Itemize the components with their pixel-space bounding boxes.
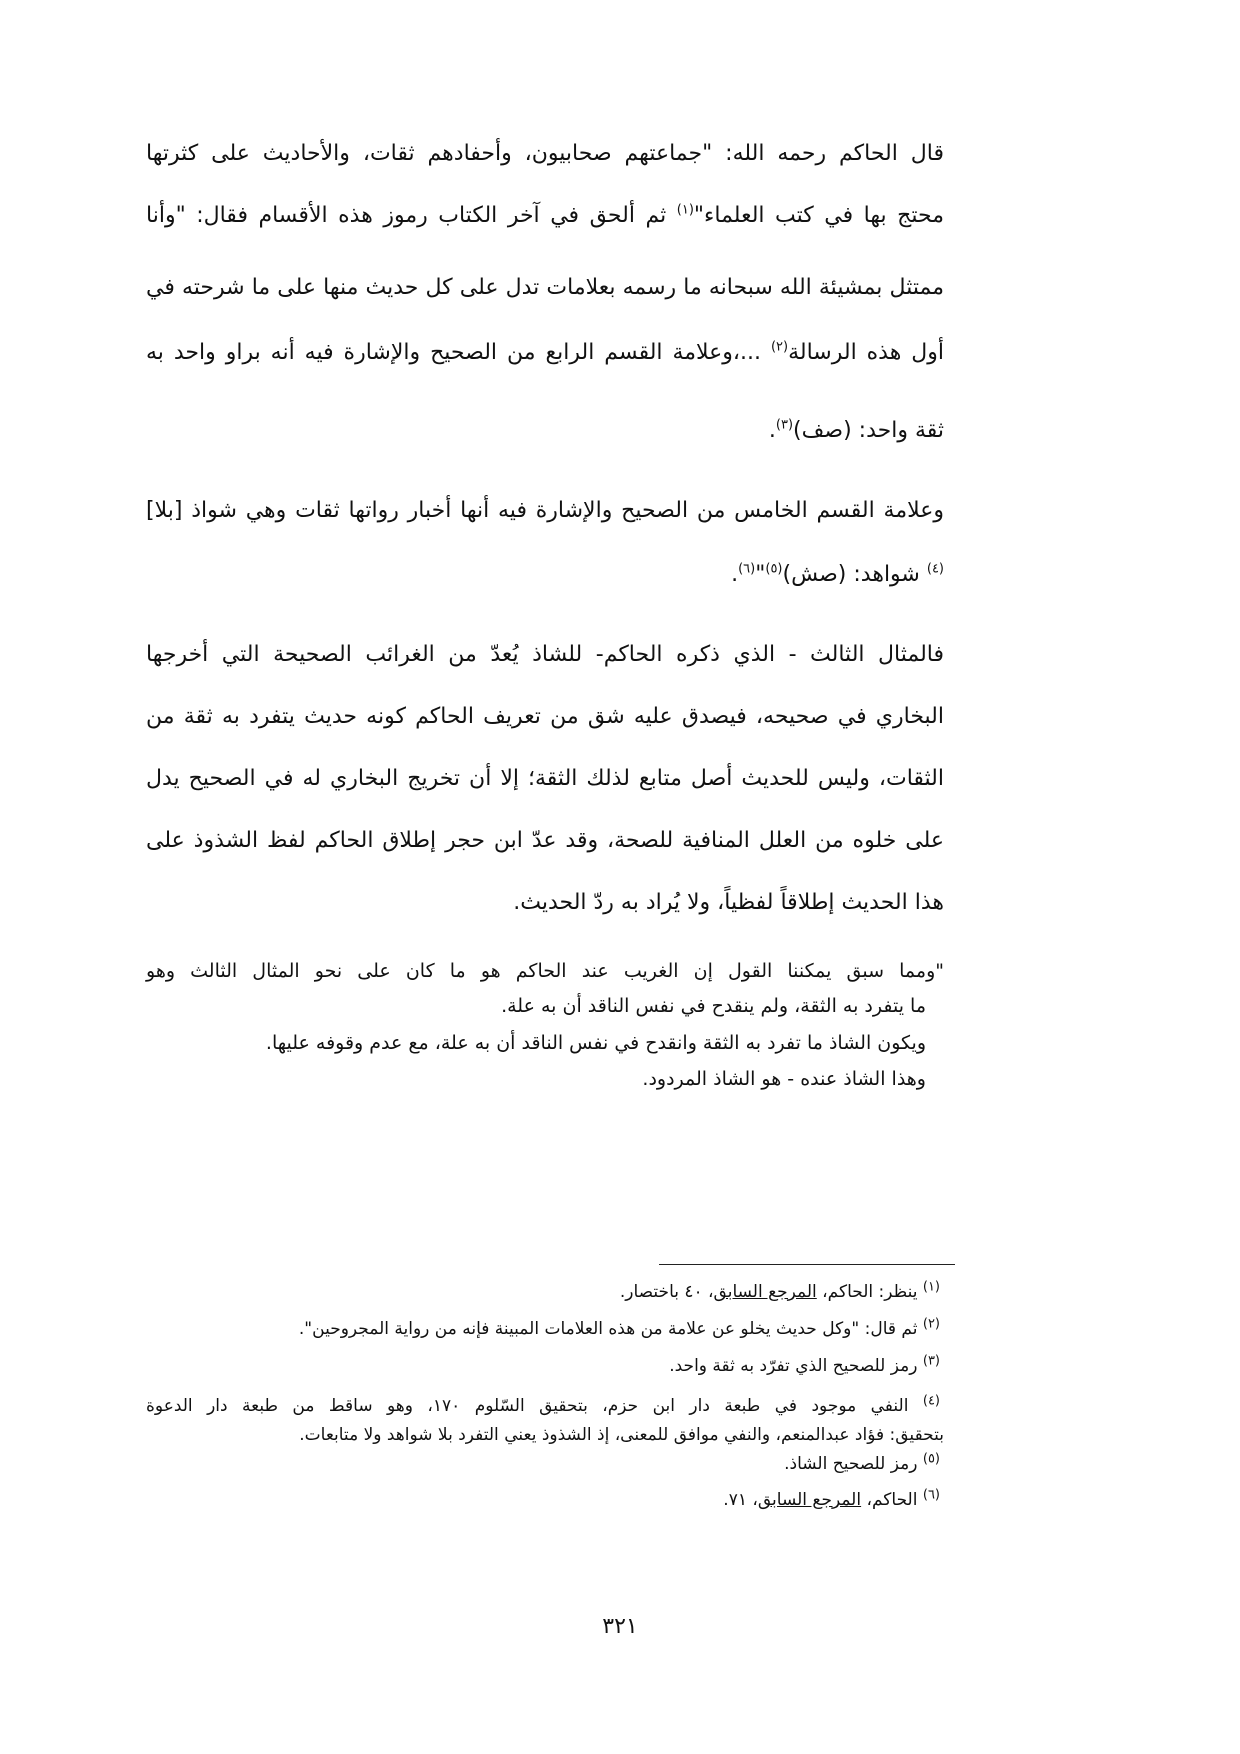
footnote-1-pages: ، ٤٠ باختصار. bbox=[619, 1282, 714, 1302]
footnote-4-number: (٤) bbox=[922, 1393, 940, 1409]
quote-line2: ما يتفرد به الثقة، ولم ينقدح في نفس الناقد أن به علة. bbox=[501, 995, 926, 1017]
footnote-ref-3[interactable]: (٣) bbox=[775, 417, 794, 433]
paragraph1-line4 bbox=[146, 338, 944, 368]
page-number: ٣٢١ bbox=[602, 1614, 638, 1639]
footnote-1-number: (١) bbox=[922, 1279, 940, 1295]
footnote-3 bbox=[146, 1354, 940, 1378]
footnote-6-text: الحاكم، bbox=[861, 1490, 923, 1510]
footnote-2-text: ثم قال: "وكل حديث يخلو عن علامة من هذه العلامات المبينة فإنه من رواية المجروحين". bbox=[298, 1319, 923, 1339]
footnote-2 bbox=[146, 1317, 940, 1341]
footnote-ref-1[interactable]: (١) bbox=[676, 202, 694, 218]
footnote-4-line1 bbox=[146, 1394, 940, 1418]
paragraph3-line2: البخاري في صحيحه، فيصدق عليه شق من تعريف الحاكم كونه حديث يتفرد به ثقة من bbox=[146, 704, 944, 729]
paragraph1-line5-end: . bbox=[768, 418, 776, 443]
paragraph1-line5 bbox=[146, 416, 944, 446]
paragraph2-line1: وعلامة القسم الخامس من الصحيح والإشارة فيه أنها أخبار رواتها ثقات وهي شواذ [بلا] bbox=[146, 498, 944, 523]
footnote-1-text: ينظر: الحاكم، bbox=[816, 1282, 923, 1302]
quote-line3: ويكون الشاذ ما تفرد به الثقة وانقدح في نفس الناقد أن به علة، مع عدم وقوفه عليها. bbox=[265, 1032, 926, 1054]
paragraph1-line3: ممتثل بمشيئة الله سبحانه ما رسمه بعلامات تدل على كل حديث منها على ما شرحته في bbox=[146, 275, 944, 300]
footnote-3-text: رمز للصحيح الذي تفرّد به ثقة واحد. bbox=[669, 1356, 923, 1376]
footnote-1-reference-link[interactable]: المرجع السابق bbox=[713, 1282, 817, 1302]
paragraph1-line4-text: أول هذه الرسالة bbox=[788, 340, 944, 365]
footnote-6 bbox=[146, 1488, 940, 1512]
footnote-ref-4[interactable]: (٤) bbox=[926, 561, 944, 577]
footnote-4-text-1: النفي موجود في طبعة دار ابن حزم، بتحقيق السّلوم ١٧٠، وهو ساقط من طبعة دار الدعوة bbox=[146, 1396, 923, 1416]
paragraph2-line2 bbox=[146, 560, 944, 590]
footnote-5 bbox=[146, 1452, 940, 1476]
paragraph3-line4: على خلوه من العلل المنافية للصحة، وقد عدّ ابن حجر إطلاق الحاكم لفظ الشذوذ على bbox=[146, 828, 944, 853]
quote-line1: "ومما سبق يمكننا القول إن الغريب عند الحاكم هو ما كان على نحو المثال الثالث وهو bbox=[146, 960, 944, 982]
footnote-5-number: (٥) bbox=[922, 1451, 940, 1467]
paragraph1-line1: قال الحاكم رحمه الله: "جماعتهم صحابيون، وأحفادهم ثقات، والأحاديث على كثرتها bbox=[146, 141, 944, 166]
paragraph3-line1: فالمثال الثالث - الذي ذكره الحاكم- للشاذ يُعدّ من الغرائب الصحيحة التي أخرجها bbox=[146, 642, 944, 667]
footnote-ref-6[interactable]: (٦) bbox=[738, 561, 756, 577]
paragraph3-line5: هذا الحديث إطلاقاً لفظياً، ولا يُراد به ردّ الحديث. bbox=[513, 890, 944, 915]
paragraph1-line2 bbox=[146, 201, 944, 231]
paragraph1-line2-rest: ثم ألحق في آخر الكتاب رموز هذه الأقسام فقال: "وأنا bbox=[146, 203, 677, 228]
footnote-2-number: (٢) bbox=[922, 1316, 940, 1332]
paragraph1-line4-rest: ...،وعلامة القسم الرابع من الصحيح والإشارة فيه أنه براو واحد به bbox=[146, 340, 771, 365]
footnote-3-number: (٣) bbox=[922, 1353, 940, 1369]
paragraph1-line2-text: محتج بها في كتب العلماء" bbox=[693, 203, 944, 228]
footnote-4-line2: بتحقيق: فؤاد عبدالمنعم، والنفي موافق للمعنى، إذ الشذوذ يعني التفرد بلا شواهد ولا متابعات. bbox=[299, 1425, 944, 1445]
footnote-separator bbox=[659, 1264, 955, 1265]
footnote-5-text: رمز للصحيح الشاذ. bbox=[784, 1454, 923, 1474]
footnote-6-number: (٦) bbox=[922, 1487, 940, 1503]
footnote-6-pages: ، ٧١. bbox=[723, 1490, 758, 1510]
paragraph2-line2-text: شواهد: (صش) bbox=[782, 562, 927, 587]
footnote-6-reference-link[interactable]: المرجع السابق bbox=[757, 1490, 862, 1510]
paragraph3-line3: الثقات، وليس للحديث أصل متابع لذلك الثقة؛ إلا أن تخريج البخاري له في الصحيح يدل bbox=[146, 766, 944, 791]
quote-line4: وهذا الشاذ عنده - هو الشاذ المردود. bbox=[642, 1068, 926, 1090]
paragraph2-line2-quote: " bbox=[755, 562, 766, 587]
footnote-1 bbox=[146, 1280, 940, 1304]
paragraph1-line5-text: ثقة واحد: (صف) bbox=[793, 418, 944, 443]
footnote-ref-5[interactable]: (٥) bbox=[765, 561, 783, 577]
footnote-ref-2[interactable]: (٢) bbox=[770, 339, 789, 355]
paragraph2-line2-end: . bbox=[731, 562, 739, 587]
